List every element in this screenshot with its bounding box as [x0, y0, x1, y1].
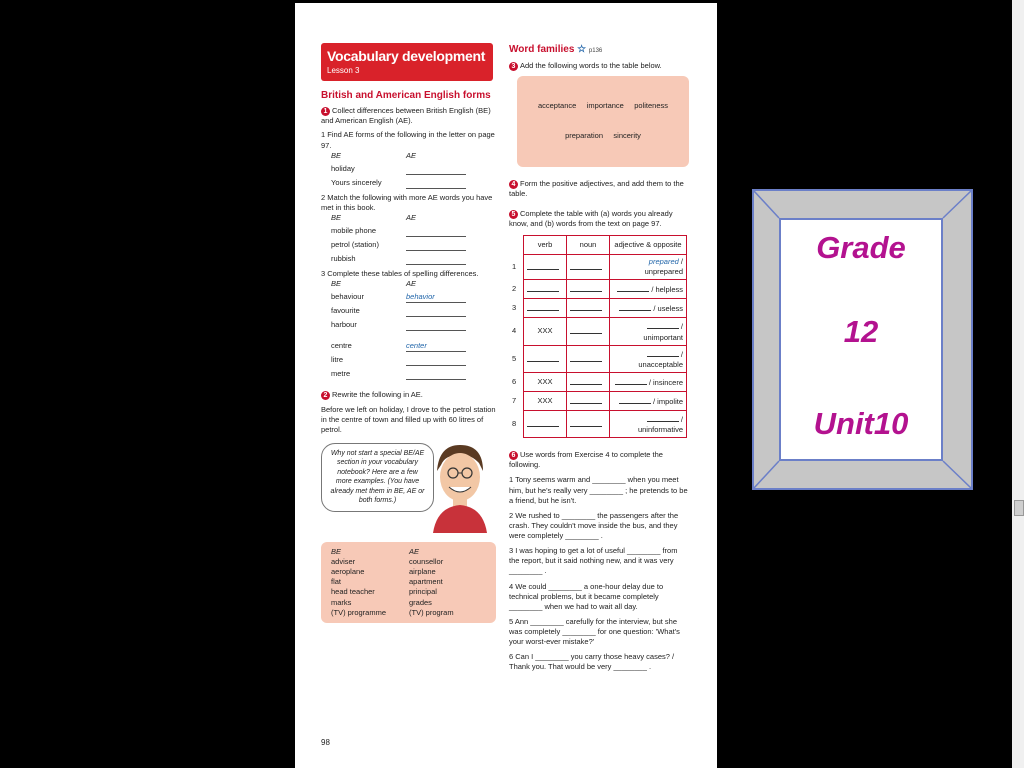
table-row — [509, 280, 687, 299]
word-list-box — [517, 76, 689, 167]
word: petrol (station) — [331, 240, 379, 250]
grade-inner-panel — [779, 218, 943, 461]
adjective-cell[interactable] — [610, 255, 687, 280]
be-ae-header — [331, 213, 496, 223]
tip-area — [321, 443, 496, 538]
exercise-5-number: 5 — [509, 210, 518, 219]
answer-blank[interactable] — [406, 178, 466, 189]
exercise-2-paragraph: Before we left on holiday, I drove to the petrol station in the centre of town and filled up with 60 litres of petrol. — [321, 404, 496, 434]
table-row — [509, 372, 687, 391]
word: favourite — [331, 306, 360, 316]
lesson-banner — [321, 43, 493, 81]
star-icon: ☆ — [577, 44, 587, 55]
right-column — [509, 43, 689, 673]
row-number: 6 — [512, 376, 517, 386]
opposite-word: / useless — [653, 304, 683, 314]
exercise-6 — [509, 450, 689, 470]
verb-cell[interactable] — [524, 410, 567, 437]
q3-text: 3 Complete these tables of spelling differences. — [321, 269, 479, 279]
header-noun: noun — [567, 236, 610, 255]
verb-cell[interactable] — [524, 255, 567, 280]
answer-blank[interactable] — [406, 355, 466, 366]
word-row — [331, 240, 496, 251]
scrollbar-track[interactable] — [1012, 0, 1024, 768]
opposite-word: / unacceptable — [638, 349, 683, 369]
word: mobile phone — [331, 226, 377, 236]
adjective-cell[interactable] — [610, 280, 687, 299]
noun-cell[interactable] — [567, 255, 610, 280]
verb-cell[interactable] — [524, 280, 567, 299]
adjective-cell[interactable] — [610, 391, 687, 410]
row-number: 4 — [512, 326, 517, 336]
word-row — [331, 226, 496, 237]
page-ref: p136 — [588, 48, 603, 54]
opposite-word: / uninformative — [637, 414, 683, 434]
be-word: head teacher — [331, 587, 375, 597]
exercise-4-number: 4 — [509, 180, 518, 189]
be-word: (TV) programme — [331, 607, 387, 617]
word: litre — [331, 355, 344, 365]
ae-word: principal — [409, 587, 437, 597]
ae-label: AE — [409, 546, 420, 556]
be-label: BE — [331, 279, 342, 289]
word-row — [331, 320, 496, 331]
answer-blank[interactable] — [406, 240, 466, 251]
table-row — [509, 255, 687, 280]
opposite-word: / impolite — [652, 396, 683, 406]
answer-blank[interactable] — [406, 254, 466, 265]
answer-blank[interactable] — [570, 302, 602, 311]
word-family-table — [509, 235, 687, 438]
word: centre — [331, 341, 352, 351]
answer-blank[interactable] — [570, 418, 602, 427]
verb-cell[interactable] — [524, 299, 567, 318]
ae-label: AE — [406, 150, 417, 160]
table-row — [509, 391, 687, 410]
unit-label: Unit10 — [813, 406, 909, 441]
word: metre — [331, 369, 351, 379]
be-word: aeroplane — [331, 567, 365, 577]
answer-blank[interactable] — [406, 306, 466, 317]
noun-cell[interactable] — [567, 391, 610, 410]
be-ae-header — [331, 279, 496, 289]
answer-blank[interactable] — [527, 418, 559, 427]
list-item: 4 We could ________ a one-hour delay due to technical problems, but it became completely ________ when we had to wait all day. — [509, 581, 664, 611]
noun-cell[interactable] — [567, 345, 610, 372]
exercise-2 — [321, 390, 496, 400]
noun-cell[interactable] — [567, 410, 610, 437]
table-row — [509, 299, 687, 318]
ae-label: AE — [406, 279, 417, 289]
word-families-heading: Word families — [509, 44, 575, 55]
exercise-3 — [509, 61, 689, 71]
pair-row — [331, 598, 486, 608]
exercise-1 — [321, 106, 496, 126]
be-word: flat — [331, 577, 342, 587]
answer-blank[interactable] — [527, 261, 559, 270]
table-row — [509, 345, 687, 372]
adjective-cell[interactable] — [610, 345, 687, 372]
opposite-word: / helpless — [651, 285, 683, 295]
opposite-word: / unimportant — [643, 322, 683, 342]
adjective-cell[interactable] — [610, 410, 687, 437]
list-item: 3 I was hoping to get a lot of useful ________ from the report, but it said nothing new, and it was very ________ . — [509, 546, 678, 576]
section-title: British and American English forms — [321, 89, 491, 101]
table-row — [509, 410, 687, 437]
be-word: adviser — [331, 557, 356, 567]
pair-row — [331, 567, 486, 577]
word-row — [331, 254, 496, 265]
list-item: 6 Can I ________ you carry those heavy cases? / Thank you. That would be very ________ . — [509, 652, 675, 672]
opposite-word: / unprepared — [644, 257, 683, 277]
row-number: 8 — [512, 418, 517, 428]
be-label: BE — [331, 150, 342, 160]
be-word: marks — [331, 597, 352, 607]
list-item: 5 Ann ________ carefully for the interview, but she was completely ________ for one question: 'What's your worst-ever mistake?' — [509, 616, 680, 647]
exercise-3-number: 3 — [509, 62, 518, 71]
answer-blank[interactable] — [647, 320, 679, 329]
word-row — [331, 178, 496, 189]
word: rubbish — [331, 254, 356, 264]
exercise-5-text: Complete the table with (a) words you already know, and (b) words from the text on page 97. — [509, 208, 673, 228]
answer-blank[interactable] — [570, 283, 602, 292]
speech-bubble: Why not start a special BE/AE section in your vocabulary notebook? Here are a few more examples. (You have already met them in BE, AE or both forms.) — [321, 443, 434, 512]
answer-blank[interactable] — [647, 348, 679, 357]
exercise-1-text: Collect differences between British English (BE) and American English (AE). — [321, 106, 491, 126]
banner-title: Vocabulary development — [327, 48, 486, 64]
answer-blank[interactable] — [617, 283, 649, 292]
adjective-cell[interactable] — [610, 299, 687, 318]
word-row — [331, 292, 496, 303]
pair-row — [331, 557, 486, 567]
banner-lesson: Lesson 3 — [327, 65, 360, 75]
answer-blank[interactable] — [527, 302, 559, 311]
answer-blank[interactable] — [619, 395, 651, 404]
verb-cell: XXX — [524, 318, 567, 345]
q2-text: 2 Match the following with more AE words you have met in this book. — [321, 192, 493, 212]
verb-cell: XXX — [524, 372, 567, 391]
noun-cell[interactable] — [567, 299, 610, 318]
exercise-2-number: 2 — [321, 391, 330, 400]
answer-blank[interactable] — [406, 226, 466, 237]
answer-blank[interactable] — [570, 395, 602, 404]
opposite-word: / insincere — [648, 377, 683, 387]
word: harbour — [331, 320, 357, 330]
pair-row — [331, 587, 486, 597]
word-row — [331, 164, 496, 175]
grade-number: 12 — [843, 314, 879, 349]
answer-example: center — [406, 341, 466, 352]
answer-blank[interactable] — [527, 283, 559, 292]
answer-example: behavior — [406, 292, 466, 303]
word-list-line: acceptance importance politeness — [537, 100, 669, 110]
answer-blank[interactable] — [406, 369, 466, 380]
answer-blank[interactable] — [615, 376, 647, 385]
exercise-1-number: 1 — [321, 107, 330, 116]
adjective-cell[interactable] — [610, 318, 687, 345]
word-list-line: preparation sincerity — [565, 131, 641, 141]
verb-cell[interactable] — [524, 345, 567, 372]
table-row — [509, 318, 687, 345]
box-header — [331, 547, 486, 557]
cartoon-man-icon — [429, 441, 491, 533]
answer-blank[interactable] — [619, 302, 651, 311]
word-row — [331, 306, 496, 317]
pair-row — [331, 608, 486, 618]
answer-blank[interactable] — [570, 376, 602, 385]
answer-blank[interactable] — [570, 261, 602, 270]
list-item: 1 Tony seems warm and ________ when you meet him, but he's really very ________ ; he pretends to be a friend, but he isn't. — [509, 475, 688, 505]
answer-blank[interactable] — [647, 413, 679, 422]
exercise-5 — [509, 209, 689, 229]
be-ae-header — [331, 151, 496, 161]
adjective-cell[interactable] — [610, 372, 687, 391]
row-number: 3 — [512, 303, 517, 313]
word-families-title — [509, 43, 689, 57]
word-row — [331, 355, 496, 366]
ae-word: grades — [409, 597, 432, 607]
noun-cell[interactable] — [567, 280, 610, 299]
answer-blank[interactable] — [570, 353, 602, 362]
answer-blank[interactable] — [570, 325, 602, 334]
list-item: 2 We rushed to ________ the passengers after the crash. They couldn't move inside the bus, and they were completely ________ . — [509, 510, 679, 540]
exercise-3-text: Add the following words to the table below. — [520, 60, 662, 70]
table-header-row — [509, 236, 687, 255]
answer-blank[interactable] — [527, 353, 559, 362]
be-ae-examples-box — [321, 542, 496, 623]
noun-cell[interactable] — [567, 372, 610, 391]
row-number: 1 — [512, 262, 517, 272]
scrollbar-thumb[interactable] — [1014, 500, 1024, 516]
word: behaviour — [331, 292, 364, 302]
ae-word: counsellor — [409, 557, 444, 567]
noun-cell[interactable] — [567, 318, 610, 345]
page-number: 98 — [321, 738, 330, 747]
header-adjective: adjective & opposite — [610, 236, 687, 255]
ae-label: AE — [406, 213, 417, 223]
grade-unit-box — [752, 189, 973, 490]
grade-label: Grade — [816, 230, 906, 265]
q1-text: 1 Find AE forms of the following in the letter on page 97. — [321, 130, 495, 150]
exercise-4-text: Form the positive adjectives, and add them to the table. — [509, 178, 684, 198]
textbook-page — [295, 3, 717, 768]
answer-blank[interactable] — [406, 320, 466, 331]
verb-cell: XXX — [524, 391, 567, 410]
pair-row — [331, 577, 486, 587]
left-column — [321, 43, 496, 623]
word: holiday — [331, 163, 355, 173]
exercise-6-number: 6 — [509, 451, 518, 460]
word-row — [331, 369, 496, 380]
answer-blank[interactable] — [406, 164, 466, 175]
ae-word: apartment — [409, 577, 443, 587]
word: Yours sincerely — [331, 177, 382, 187]
ae-word: (TV) program — [409, 607, 454, 617]
be-label: BE — [331, 213, 342, 223]
exercise-4 — [509, 179, 689, 199]
ae-word: airplane — [409, 567, 436, 577]
header-verb: verb — [524, 236, 567, 255]
answer-example: prepared — [648, 257, 679, 267]
row-number: 2 — [512, 284, 517, 294]
word-row — [331, 341, 496, 352]
exercise-6-text: Use words from Exercise 4 to complete the following. — [509, 450, 663, 470]
row-number: 5 — [512, 353, 517, 363]
row-number: 7 — [512, 395, 517, 405]
exercise-2-text: Rewrite the following in AE. — [332, 390, 423, 400]
be-label: BE — [331, 546, 342, 556]
